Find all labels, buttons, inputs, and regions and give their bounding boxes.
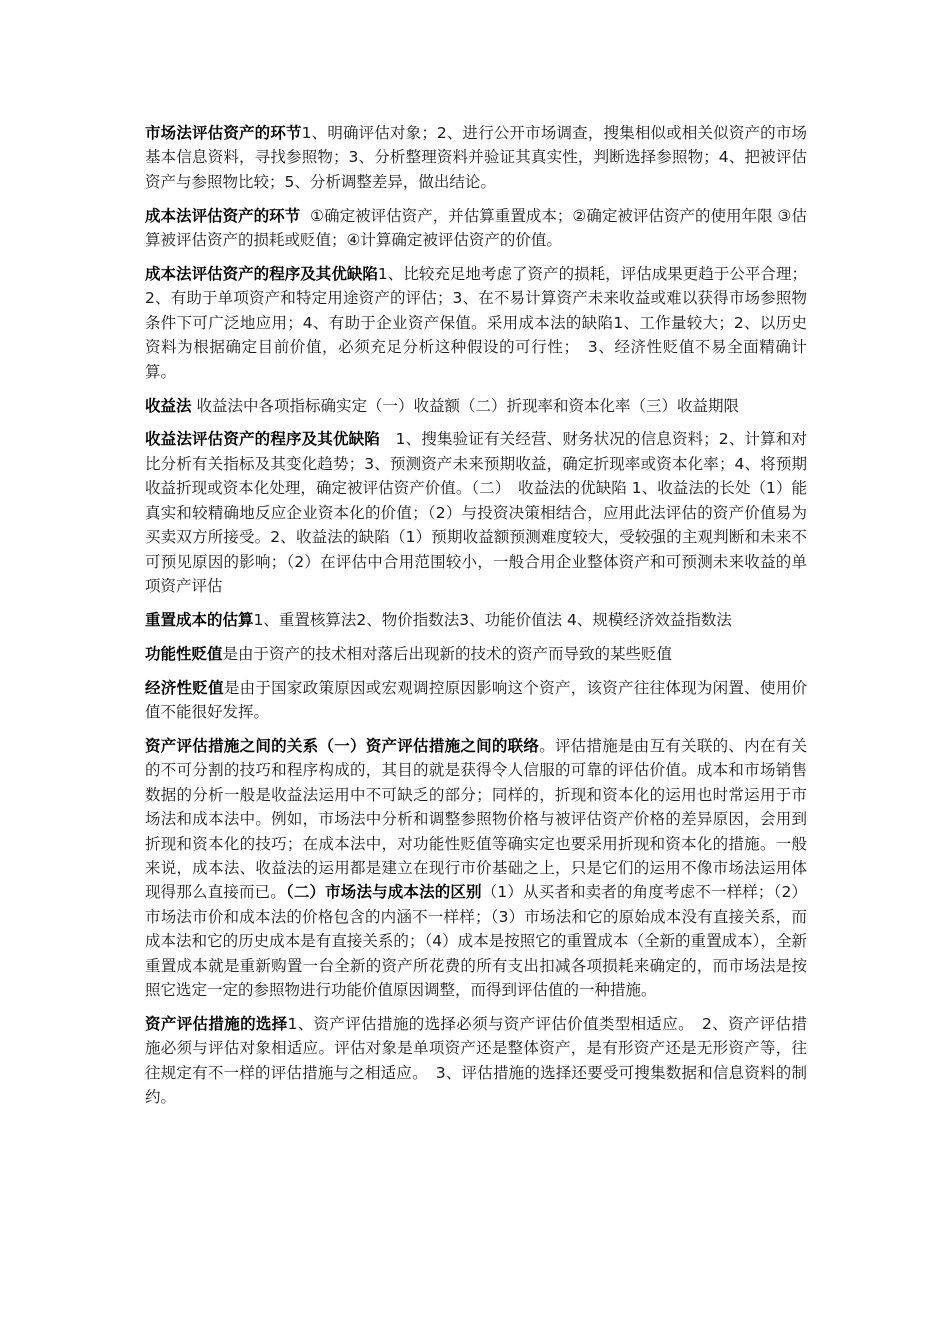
- paragraph-market-method-steps: [145, 121, 807, 194]
- paragraph-functional-depreciation: [145, 642, 807, 666]
- paragraph-body: 1、搜集验证有关经营、财务状况的信息资料；2、计算和对比分析有关指标及其变化趋势；3、预测资产未来预期收益，确定折现率或资本化率；4、将预期收益折现或资本化处理，确定被评估资产价值。（二） 收益法的优缺陷 1、收益法的长处（1）能真实和较精确地反应企业资本化的价值；（2）与投资决策相结合，应用此法评估的资产价值易为买卖双方所接受。2、收益法的缺陷（1）预期收益额预测难度较大，受较强的主观判断和未来不可预见原因的影响；（2）在评估中合用范围较小，一般合用企业整体资产和可预测未来收益的单项资产评估: [145, 430, 807, 595]
- paragraph-body: 收益法中各项指标确实定（一）收益额（二）折现率和资本化率（三）收益期限: [191, 396, 739, 415]
- paragraph-method-selection: [145, 1012, 807, 1110]
- paragraph-body: ①确定被评估资产，并估算重置成本；②确定被评估资产的使用年限 ③估算被评估资产的损耗或贬值；④计算确定被评估资产的价值。: [145, 206, 807, 250]
- paragraph-body: 是由于国家政策原因或宏观调控原因影响这个资产，该资产往往体现为闲置、使用价值不能很好发挥。: [145, 678, 807, 722]
- paragraph-replacement-cost: [145, 608, 807, 632]
- paragraph-body: 1、资产评估措施的选择必须与资产评估价值类型相适应。 2、资产评估措施必须与评估对象相适应。评估对象是单项资产还是整体资产，是有形资产还是无形资产等，往往规定有不一样的评估措施与之相适应。 3、评估措施的选择还要受可搜集数据和信息资料的制约。: [145, 1014, 807, 1107]
- paragraph-income-method: [145, 394, 807, 418]
- paragraph-heading: 收益法: [145, 396, 192, 415]
- paragraph-method-relations: [145, 734, 807, 1002]
- paragraph-heading: 重置成本的估算: [145, 610, 254, 629]
- paragraph-body: 是由于资产的技术相对落后出现新的技术的资产而导致的某些贬值: [222, 644, 673, 663]
- paragraph-heading: 成本法评估资产的程序及其优缺陷: [145, 265, 378, 284]
- paragraph-heading: 市场法评估资产的环节: [145, 124, 302, 142]
- paragraph-heading: 功能性贬值: [145, 644, 223, 663]
- paragraph-cost-method-steps: [145, 204, 807, 253]
- paragraph-heading: 资产评估措施之间的关系（一）资产评估措施之间的联络: [145, 736, 540, 755]
- paragraph-income-method-pros-cons: [145, 427, 807, 598]
- paragraph-heading: 成本法评估资产的环节: [145, 206, 301, 225]
- paragraph-economic-depreciation: [145, 676, 807, 725]
- paragraph-heading: 收益法评估资产的程序及其优缺陷: [145, 430, 380, 449]
- paragraph-body: 1、比较充足地考虑了资产的损耗，评估成果更趋于公平合理；2、有助于单项资产和特定用途资产的评估；3、在不易计算资产未来收益或难以获得市场参照物条件下可广泛地应用；4、有助于企业资产保值。采用成本法的缺陷1、工作量较大；2、以历史资料为根据确定目前价值，必须充足分析这种假设的可行性； 3、经济性贬值不易全面精确计算。: [145, 265, 807, 381]
- paragraph-subheading: （二）市场法与成本法的区别: [285, 883, 482, 902]
- paragraph-body: 。评估措施是由互有关联的、内在有关的不可分割的技巧和程序构成的，其目的就是获得令人信服的可靠的评估价值。成本和市场销售数据的分析一般是收益法运用中不可缺乏的部分；同样的，折现和资本化的运用也时常运用于市场法和成本法中。例如，市场法中分析和调整参照物价格与被评估资产价格的差异原因，会用到折现和资本化的技巧；在成本法中，对功能性贬值等确实定也要采用折现和资本化的措施。一般来说，成本法、收益法的运用都是建立在现行市价基础之上，只是它们的运用不像市场法运用体现得那么直接而已。: [145, 736, 807, 902]
- paragraph-heading: 经济性贬值: [145, 678, 224, 697]
- paragraph-body-continued: （1）从买者和卖者的角度考虑不一样样；（2）市场法市价和成本法的价格包含的内涵不一样样；（3）市场法和它的原始成本没有直接关系，而成本法和它的历史成本是有直接关系的；（4）成本是按照它的重置成本（全新的重置成本），全新重置成本就是重新购置一台全新的资产所花费的所有支出扣减各项损耗来确定的，而市场法是按照它选定一定的参照物进行功能价值原因调整，而得到评估值的一种措施。: [145, 883, 807, 999]
- paragraph-body: 1、明确评估对象；2、进行公开市场调查，搜集相似或相关似资产的市场基本信息资料，寻找参照物；3、分析整理资料并验证其真实性，判断选择参照物；4、把被评估资产与参照物比较；5、分析调整差异，做出结论。: [145, 124, 807, 191]
- paragraph-heading: 资产评估措施的选择: [145, 1014, 288, 1033]
- paragraph-body: 1、重置核算法2、物价指数法3、功能价值法 4、规模经济效益指数法: [253, 610, 732, 629]
- document-page: [145, 121, 807, 1119]
- paragraph-cost-method-pros-cons: [145, 262, 807, 384]
